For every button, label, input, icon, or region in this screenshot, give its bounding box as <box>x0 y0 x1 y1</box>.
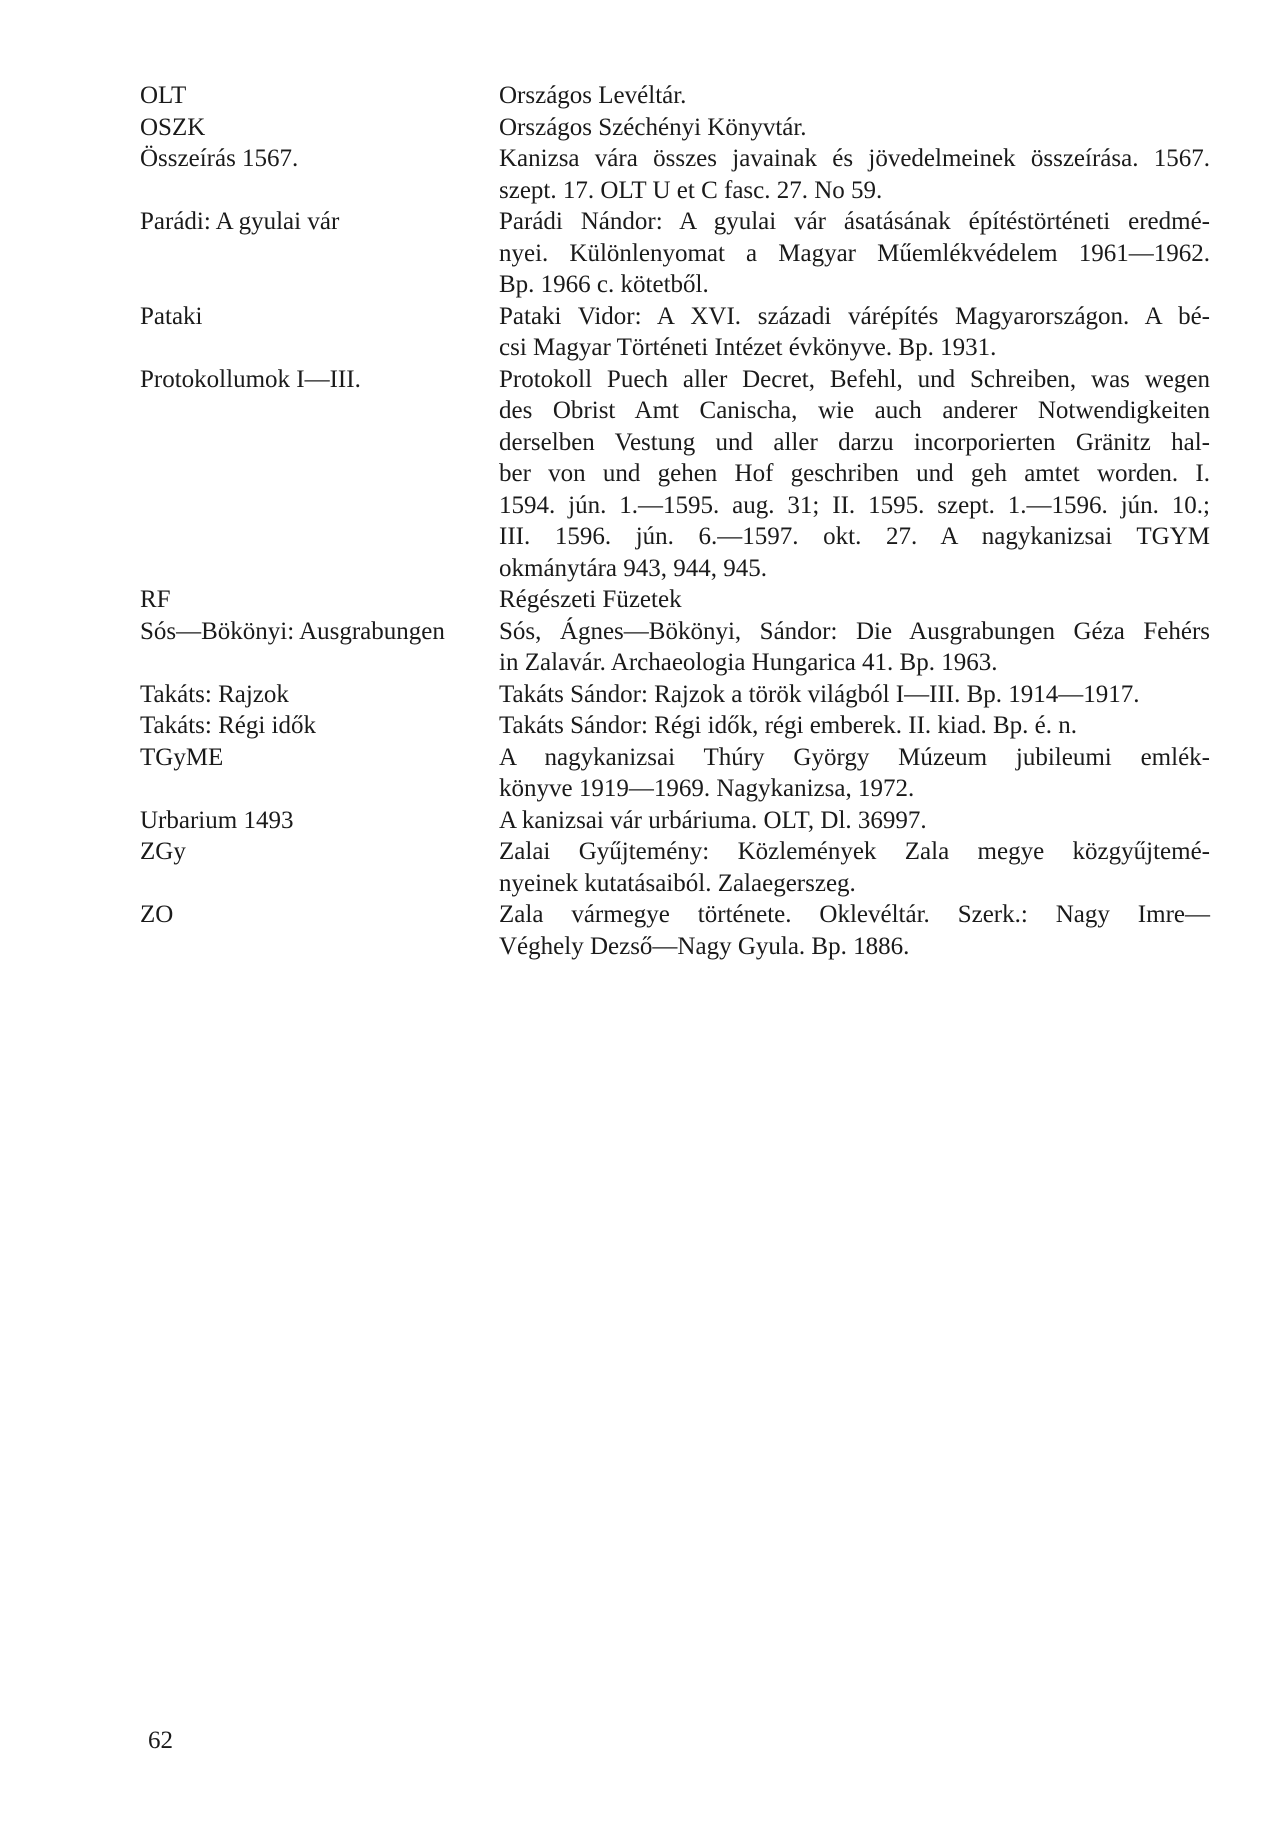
description <box>499 805 1210 837</box>
abbreviation: Takáts: Régi idők <box>140 712 317 739</box>
list-item <box>140 805 1210 837</box>
list-item <box>140 710 1210 742</box>
description <box>499 301 1210 364</box>
description-line: Kanizsa vára összes javainak és jövedelmeinek összeírása. 1567. <box>499 145 1210 172</box>
description <box>499 80 1210 112</box>
description <box>499 616 1210 679</box>
abbreviation: Pataki <box>140 302 203 330</box>
description-line: Véghely Dezső—Nagy Gyula. Bp. 1886. <box>499 932 910 960</box>
description-line: Protokoll Puech aller Decret, Befehl, und Schreiben, was wegen <box>499 365 1210 393</box>
page-number: 62 <box>148 1727 173 1754</box>
abbreviation: Takáts: Rajzok <box>140 680 289 708</box>
description <box>499 143 1210 206</box>
description-line: A nagykanizsai Thúry György Múzeum jubileumi emlék- <box>499 743 1210 771</box>
abbreviation-list <box>140 80 1210 962</box>
description-line: csi Magyar Történeti Intézet évkönyve. Bp. 1931. <box>499 334 997 361</box>
list-item <box>140 143 1210 206</box>
abbreviation: OLT <box>140 82 187 109</box>
abbreviation: Sós—Bökönyi: Ausgrabungen <box>140 617 445 645</box>
abbreviation: RF <box>140 586 171 613</box>
description-line: Pataki Vidor: A XVI. századi várépítés Magyarországon. A bé- <box>499 302 1210 330</box>
description-line: Takáts Sándor: Rajzok a török világból I—III. Bp. 1914—1917. <box>499 680 1140 708</box>
description <box>499 710 1210 742</box>
abbreviation: Urbarium 1493 <box>140 806 294 834</box>
list-item <box>140 584 1210 616</box>
abbreviation: ZGy <box>140 838 186 865</box>
list-item <box>140 80 1210 112</box>
description-line: Országos Levéltár. <box>499 82 687 109</box>
description-line: Országos Széchényi Könyvtár. <box>499 113 807 141</box>
description <box>499 364 1210 585</box>
description-line: Zala vármegye története. Oklevéltár. Szerk.: Nagy Imre— <box>499 901 1210 928</box>
description-line: Zalai Gyűjtemény: Közlemények Zala megye közgyűjtemé- <box>499 838 1210 865</box>
list-item <box>140 836 1210 899</box>
description-line: szept. 17. OLT U et C fasc. 27. No 59. <box>499 176 883 204</box>
list-item <box>140 364 1210 585</box>
description <box>499 836 1210 899</box>
description-line: des Obrist Amt Canischa, wie auch anderer Notwendigkeiten <box>499 397 1210 424</box>
list-item <box>140 679 1210 711</box>
description <box>499 112 1210 144</box>
abbreviation: Összeírás 1567. <box>140 145 299 172</box>
description-line: okmánytára 943, 944, 945. <box>499 554 768 582</box>
description <box>499 206 1210 301</box>
description-line: derselben Vestung und aller darzu incorporierten Gränitz hal- <box>499 428 1210 456</box>
description-line: ber von und gehen Hof geschriben und geh amtet worden. I. <box>499 460 1210 487</box>
description-line: Sós, Ágnes—Bökönyi, Sándor: Die Ausgrabungen Géza Fehérs <box>499 617 1210 645</box>
description <box>499 679 1210 711</box>
abbreviation: TGyME <box>140 743 224 771</box>
description-line: Bp. 1966 c. kötetből. <box>499 271 709 298</box>
list-item <box>140 899 1210 962</box>
description <box>499 584 1210 616</box>
list-item <box>140 112 1210 144</box>
description-line: 1594. jún. 1.—1595. aug. 31; II. 1595. szept. 1.—1596. jún. 10.; <box>499 491 1210 519</box>
description-line: Régészeti Füzetek <box>499 586 682 613</box>
description <box>499 742 1210 805</box>
description-line: Takáts Sándor: Régi idők, régi emberek. II. kiad. Bp. é. n. <box>499 712 1077 739</box>
description-line: könyve 1919—1969. Nagykanizsa, 1972. <box>499 775 915 802</box>
abbreviation: Protokollumok I—III. <box>140 365 361 393</box>
description-line: III. 1596. jún. 6.—1597. okt. 27. A nagykanizsai TGYM <box>499 523 1210 550</box>
list-item <box>140 742 1210 805</box>
list-item <box>140 616 1210 679</box>
list-item <box>140 206 1210 301</box>
abbreviation: OSZK <box>140 113 206 141</box>
list-item <box>140 301 1210 364</box>
abbreviation: ZO <box>140 901 174 928</box>
description-line: A kanizsai vár urbáriuma. OLT, Dl. 36997. <box>499 806 927 834</box>
description-line: in Zalavár. Archaeologia Hungarica 41. Bp. 1963. <box>499 649 998 676</box>
description <box>499 899 1210 962</box>
description-line: nyei. Különlenyomat a Magyar Műemlékvédelem 1961—1962. <box>499 239 1210 267</box>
description-line: nyeinek kutatásaiból. Zalaegerszeg. <box>499 869 856 897</box>
description-line: Parádi Nándor: A gyulai vár ásatásának építéstörténeti eredmé- <box>499 208 1210 235</box>
abbreviation: Parádi: A gyulai vár <box>140 208 340 235</box>
